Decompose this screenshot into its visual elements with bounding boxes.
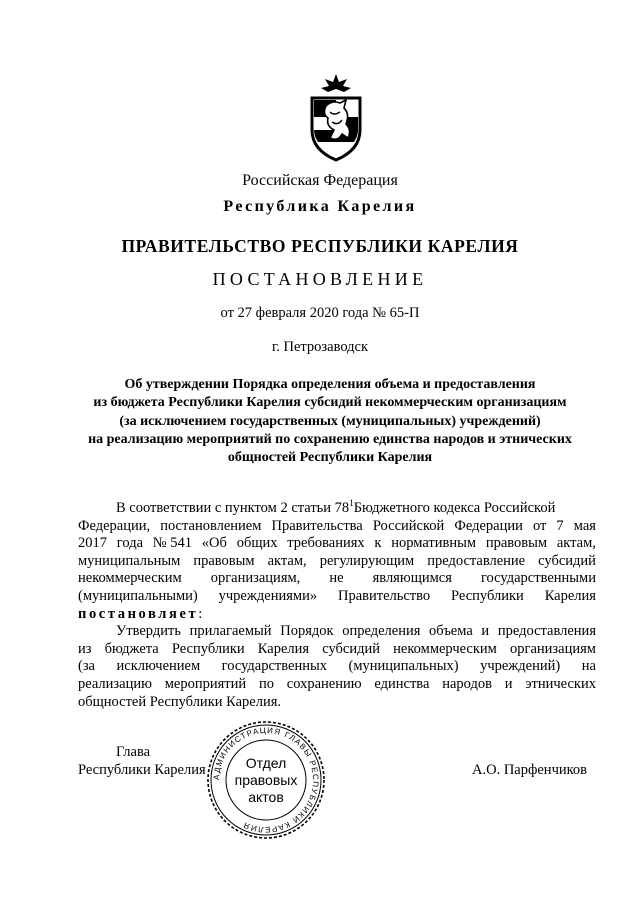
body-line xyxy=(78,570,596,588)
official-stamp xyxy=(205,719,327,841)
signatory-name: А.О. Парфенчиков xyxy=(472,762,588,778)
body-word: субсидий xyxy=(538,552,596,569)
body-word: сохранению xyxy=(286,675,362,692)
body-word: реализацию xyxy=(78,675,152,692)
body-word: Карелия xyxy=(257,640,310,657)
title-line: общностей Республики Карелия xyxy=(227,450,433,466)
body-word: требованиях xyxy=(287,535,365,552)
body-word: учреждений) xyxy=(480,658,561,675)
body-word: Карелия xyxy=(544,587,596,604)
coat-of-arms-emblem xyxy=(300,72,372,162)
body-word: актам, xyxy=(267,552,307,569)
body-word: правовым xyxy=(485,535,548,552)
body-line xyxy=(78,518,596,536)
body-word: некоммерческим xyxy=(393,640,497,657)
body-line xyxy=(78,535,596,553)
body-word: бюджета xyxy=(104,640,159,657)
body-word: года xyxy=(116,535,144,552)
body-word: организациям, xyxy=(210,570,301,587)
body-word: 7 xyxy=(556,517,564,534)
body-word: организациям xyxy=(510,640,596,657)
body-word: Правительство xyxy=(337,587,431,604)
document-type: ПОСТАНОВЛЕНИЕ xyxy=(212,269,428,289)
body-word: (за xyxy=(78,658,95,675)
body-word: Порядок xyxy=(280,623,334,640)
body-line xyxy=(78,588,596,606)
body-word: не xyxy=(329,570,344,587)
body-word: предоставления xyxy=(497,623,596,640)
body-word: правовым xyxy=(193,552,255,569)
body-word: муниципальным xyxy=(78,552,181,569)
country-name: Российская Федерация xyxy=(242,172,398,189)
body-word: и xyxy=(481,623,490,640)
resolves-word: постановляет xyxy=(78,605,199,622)
body-line xyxy=(78,676,596,694)
body-word: прилагаемый xyxy=(189,623,272,640)
body-line xyxy=(78,500,596,518)
body-word: некоммерческим xyxy=(78,570,182,587)
body-word: из xyxy=(78,640,92,657)
title-line: (за исключением государственных (муниципальных) учреждений) xyxy=(119,413,541,429)
government-name: ПРАВИТЕЛЬСТВО РЕСПУБЛИКИ КАРЕЛИЯ xyxy=(121,236,519,256)
body-line xyxy=(78,694,596,712)
body-word: постановлением xyxy=(160,517,262,534)
signatory-organization: Республики Карелия xyxy=(78,762,206,778)
body-word: государственных xyxy=(221,658,327,675)
republic-name: Республика Карелия xyxy=(223,198,417,215)
title-line: из бюджета Республики Карелия субсидий некоммерческим организациям xyxy=(93,395,567,411)
stamp-line: Отдел xyxy=(245,755,287,771)
body-word: по xyxy=(258,675,274,692)
body-word: и xyxy=(504,675,513,692)
body-word: к xyxy=(374,535,382,552)
body-word: учреждениями» xyxy=(218,587,318,604)
body-word: предоставление xyxy=(427,552,526,569)
body-word: Российской xyxy=(372,517,445,534)
body-word: актам, xyxy=(556,535,596,552)
body-word: мероприятий xyxy=(164,675,247,692)
body-word: Республики xyxy=(451,587,524,604)
body-word: являющимся xyxy=(372,570,452,587)
body-word: Правительства xyxy=(271,517,363,534)
body-word: государственными xyxy=(480,570,596,587)
body-word: от xyxy=(532,517,547,534)
body-line xyxy=(78,641,596,659)
body-word: «Об xyxy=(201,535,227,552)
body-word: нормативным xyxy=(391,535,477,552)
document-city: г. Петрозаводск xyxy=(271,339,369,355)
body-word: 2017 xyxy=(78,535,107,552)
body-word: этнических xyxy=(525,675,596,692)
body-word: на xyxy=(581,658,596,675)
body-word: № 541 xyxy=(152,535,193,552)
document-date: от 27 февраля 2020 года № 65-П xyxy=(220,305,420,321)
body-word: народов xyxy=(442,675,492,692)
body-line xyxy=(78,623,596,641)
body-line: постановляет : xyxy=(78,605,203,622)
title-line: на реализацию мероприятий по сохранению единства народов и этнических xyxy=(88,431,572,447)
body-text: общностей Республики Карелия. xyxy=(78,693,282,710)
body-word: (муниципальных) xyxy=(348,658,459,675)
stamp-line: правовых xyxy=(234,772,298,788)
title-line: Об утверждении Порядка определения объема и предоставления xyxy=(124,377,536,392)
body-line xyxy=(78,553,596,571)
body-word: мая xyxy=(573,517,596,534)
body-word: объема xyxy=(429,623,473,640)
stamp-ring-text: АДМИНИСТРАЦИЯ ГЛАВЫ РЕСПУБЛИКИ КАРЕЛИЯ xyxy=(211,725,321,835)
body-word: общих xyxy=(236,535,278,552)
body-word: Федерации, xyxy=(78,517,151,534)
body-word: Утвердить xyxy=(116,623,181,640)
body-word: субсидий xyxy=(322,640,381,657)
body-word: регулирующим xyxy=(319,552,415,569)
body-line xyxy=(78,658,596,676)
body-word: исключением xyxy=(116,658,201,675)
body-text: В соответствии с пунктом 2 статьи $78^1Бюджетного$ кодекса Российской xyxy=(116,498,556,516)
body-word: единства xyxy=(374,675,430,692)
body-word: Федерации xyxy=(454,517,523,534)
document-body xyxy=(78,500,596,711)
stamp-line: актов xyxy=(248,789,284,805)
document-title xyxy=(60,376,600,467)
body-word: (муниципальными) xyxy=(78,587,198,604)
body-word: Республики xyxy=(171,640,245,657)
body-word: определения xyxy=(342,623,421,640)
signatory-title: Глава xyxy=(116,744,151,760)
